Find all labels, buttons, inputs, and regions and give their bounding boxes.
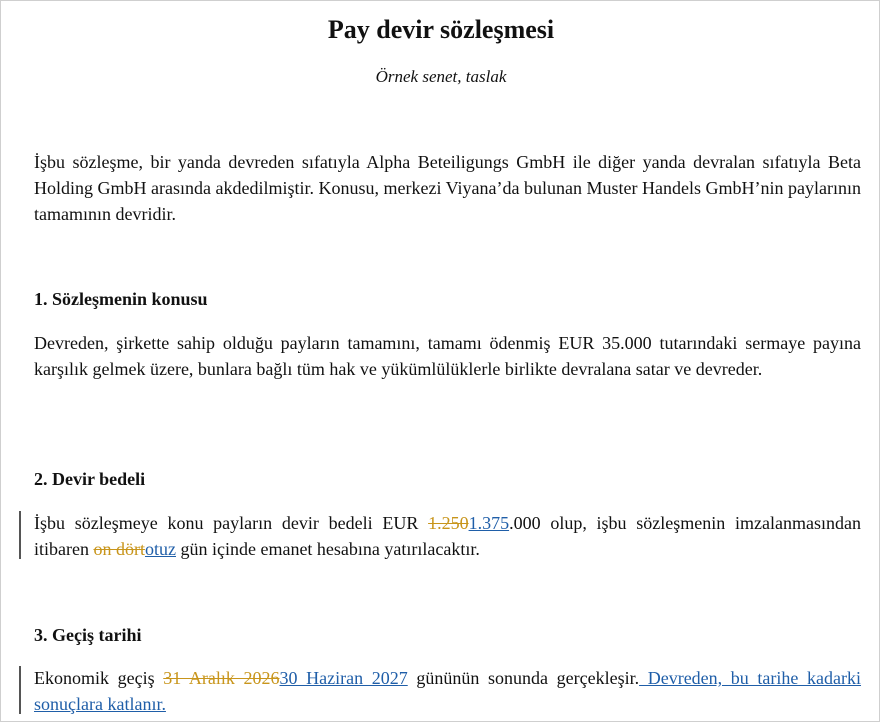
deleted-amount: 1.250 (428, 513, 469, 533)
section-1-text: Devreden, şirkette sahip olduğu payların tamamını, tamamı ödenmiş EUR 35.000 tutarındaki sermaye payına karşılık gelmek üzere, bunlara bağlı tüm hak ve yükümlülüklerle birlikte devralana satar ve devreder. (34, 333, 861, 379)
section-1-heading: 1. Sözleşmenin konusu (34, 289, 208, 309)
change-bar-section-2 (19, 511, 21, 559)
section-3-heading: 3. Geçiş tarihi (34, 625, 142, 645)
section-2-text (34, 510, 861, 562)
section-2-heading: 2. Devir bedeli (34, 469, 146, 489)
inserted-sentence: Devreden, bu tarihe kadarki sonuçlara katlanır. (34, 668, 862, 714)
intro-paragraph: İşbu sözleşme, bir yanda devreden sıfatıyla Alpha Beteiligungs GmbH ile diğer yanda devralan sıfatıyla Beta Holding GmbH arasında akdedilmiştir. Konusu, merkezi Viyana’da bulunan Muster Handels GmbH’nin paylarının tamamının devridir. (34, 152, 861, 224)
section-3-text-part-2: gününün sonunda gerçekleşir. (407, 668, 640, 688)
document-title: Pay devir sözleşmesi (327, 15, 555, 44)
inserted-date: 30 Haziran 2027 (279, 668, 408, 688)
change-bar-section-3 (19, 666, 21, 714)
section-3-text (34, 665, 861, 717)
inserted-amount: 1.375 (468, 513, 510, 533)
section-2-text-part-1: İşbu sözleşmeye konu payların devir bedeli EUR (34, 513, 429, 533)
section-2-text-part-3: gün içinde emanet hesabına yatırılacaktır. (175, 539, 480, 559)
document-subtitle: Örnek senet, taslak (375, 67, 507, 86)
section-2-text-part-2: .000 olup, işbu sözleşmenin imzalanmasından itibaren (34, 513, 861, 559)
section-3-text-part-1: Ekonomik geçiş (34, 668, 164, 688)
deleted-days: on dört (93, 539, 145, 559)
deleted-date: 31 Aralık 2026 (163, 668, 280, 688)
inserted-days: otuz (144, 539, 176, 559)
